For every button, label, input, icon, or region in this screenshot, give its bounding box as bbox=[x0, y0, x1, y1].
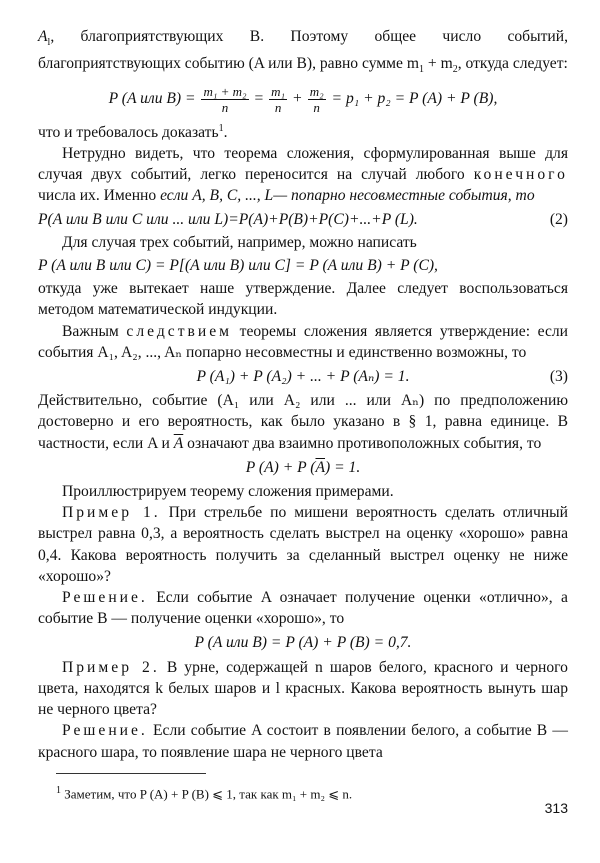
p6-text-a: Действительно, событие (A₁ или A₂ или ... или Aₙ) по предположению достоверно и его вероятность, как было указано в § 1, равна единице. В частности, если A и bbox=[38, 392, 568, 452]
frac3-den: n bbox=[313, 99, 320, 115]
p2-text-a: Нетрудно видеть, что теорема сложения, сформулированная выше для случая двух событий, легко переносится на случай любого bbox=[38, 145, 568, 184]
footnote-ref: 1 bbox=[218, 122, 224, 134]
example-2-label: Пример 2. bbox=[62, 658, 160, 676]
a-bar: $\overline{A}$ bbox=[173, 434, 184, 452]
solution-1-text: Если событие A означает получение оценки «отлично», а событие B — получение оценки «хорошо», то bbox=[38, 589, 568, 628]
eq3-body: P (A или B или C) = P[(A или B) или C] = P (A или B) + P (C), bbox=[38, 257, 438, 275]
p2-italic: если A, B, C, ..., L— попарно несовместные события, то bbox=[160, 187, 535, 205]
eq5-abar: $\overline{A}$ bbox=[315, 458, 326, 476]
footnote bbox=[38, 780, 568, 805]
equation-4 bbox=[38, 366, 568, 387]
eq1-right: = p₁ + p₂ = P (A) + P (B), bbox=[331, 89, 498, 107]
paragraph-theorem-general bbox=[38, 143, 568, 207]
fraction-2 bbox=[269, 84, 287, 115]
eq6-body: P (A или B) = P (A) + P (B) = 0,7. bbox=[194, 634, 412, 652]
paragraph-three-events bbox=[38, 232, 568, 253]
equation-5 bbox=[38, 457, 568, 478]
paragraph-solution-2 bbox=[38, 720, 568, 762]
paragraph-illustrate bbox=[38, 481, 568, 502]
eq1-plus: + bbox=[293, 89, 302, 107]
solution-2-label: Решение. bbox=[62, 722, 148, 740]
p6-text-b: означают два взаимно противоположных события, то bbox=[187, 434, 542, 452]
example-2-text: В урне, содержащей n шаров белого, красного и черного цвета, находятся k белых шаров и l красных. Какова вероятность вынуть шар не черного цвета? bbox=[38, 658, 568, 719]
sub-2: 2 bbox=[452, 64, 458, 76]
eq5-b: ) = 1. bbox=[325, 458, 361, 476]
eq4-body: P (A₁) + P (A₂) + ... + P (Aₙ) = 1. bbox=[196, 368, 410, 386]
example-1-label: Пример 1. bbox=[62, 504, 161, 522]
example-1-text: При стрельбе по мишени вероятность сделать отличный выстрел равна 0,3, а вероятность сделать выстрел на оценку «хорошо» равна 0,4. Какова вероятность получить за сделанный выстрел оценку не ниже «хорошо»? bbox=[38, 504, 568, 585]
eq1-left: P (A или B) = bbox=[108, 89, 196, 107]
eq2-body: P(A или B или C или ... или L)=P(A)+P(B)+P(C)+...+P (L). bbox=[38, 210, 418, 228]
paragraph-induction bbox=[38, 278, 568, 320]
qed-text: что и требовалось доказать bbox=[38, 123, 219, 141]
paragraph-corollary bbox=[38, 321, 568, 363]
sub-1: 1 bbox=[418, 64, 424, 76]
frac1-num: m₁ + m₂ bbox=[203, 83, 247, 99]
footnote-mark: 1 bbox=[56, 784, 61, 796]
sub-l: l bbox=[47, 37, 51, 49]
paragraph-intro bbox=[38, 26, 568, 81]
fraction-1 bbox=[201, 84, 248, 115]
p2-spaced: конечного bbox=[473, 166, 568, 184]
page-body bbox=[38, 26, 568, 804]
footnote-text: Заметим, что P (A) + P (B) ⩽ 1, так как m₁ + m₂ ⩽ n. bbox=[64, 786, 353, 802]
equation-1 bbox=[38, 84, 568, 115]
footnote-divider bbox=[56, 773, 206, 774]
eq5-a: P (A) + P ( bbox=[245, 458, 316, 476]
intro-text: , благоприятствующих B. Поэтому общее число событий, благоприятствующих событию (A или B), равно сумме m bbox=[38, 28, 568, 73]
p2-text-b: числа их. Именно bbox=[38, 187, 157, 205]
frac2-num: m₁ bbox=[271, 83, 286, 99]
frac2-den: n bbox=[274, 99, 282, 115]
frac3-num: m₂ bbox=[309, 83, 324, 99]
p5-spaced: следствием bbox=[126, 322, 233, 340]
qed-dot: . bbox=[223, 123, 228, 141]
frac1-den: n bbox=[221, 99, 229, 115]
intro-plus: + m bbox=[423, 55, 453, 73]
solution-2-text: Если событие A состоит в появлении белого, а событие B — красного шара, то появление шара не черного цвета bbox=[38, 722, 568, 761]
paragraph-qed bbox=[38, 118, 568, 143]
equation-2 bbox=[38, 209, 568, 230]
page-number: 313 bbox=[544, 800, 568, 816]
p5-text-a: Важным bbox=[62, 322, 119, 340]
p5-text-b: теоремы сложения является утверждение: если события A₁, A₂, ..., Aₙ попарно несовместны и единственно возможны, то bbox=[38, 322, 568, 361]
intro-end: , откуда следует: bbox=[457, 55, 568, 73]
solution-1-label: Решение. bbox=[62, 589, 148, 607]
eq1-eq: = bbox=[254, 89, 264, 107]
paragraph-solution-1 bbox=[38, 587, 568, 629]
var-a: A bbox=[38, 28, 48, 45]
paragraph-example-2 bbox=[38, 657, 568, 721]
p7-text: Проиллюстрируем теорему сложения примерами. bbox=[62, 483, 394, 501]
eq2-number: (2) bbox=[549, 210, 568, 228]
paragraph-example-1 bbox=[38, 502, 568, 587]
paragraph-indeed bbox=[38, 390, 568, 454]
p4-text: откуда уже вытекает наше утверждение. Далее следует воспользоваться методом математической индукции. bbox=[38, 280, 568, 319]
equation-6 bbox=[38, 632, 568, 653]
p3-text: Для случая трех событий, например, можно написать bbox=[62, 233, 417, 251]
fraction-3 bbox=[308, 84, 326, 115]
equation-3 bbox=[38, 255, 568, 276]
eq4-number: (3) bbox=[549, 368, 568, 386]
